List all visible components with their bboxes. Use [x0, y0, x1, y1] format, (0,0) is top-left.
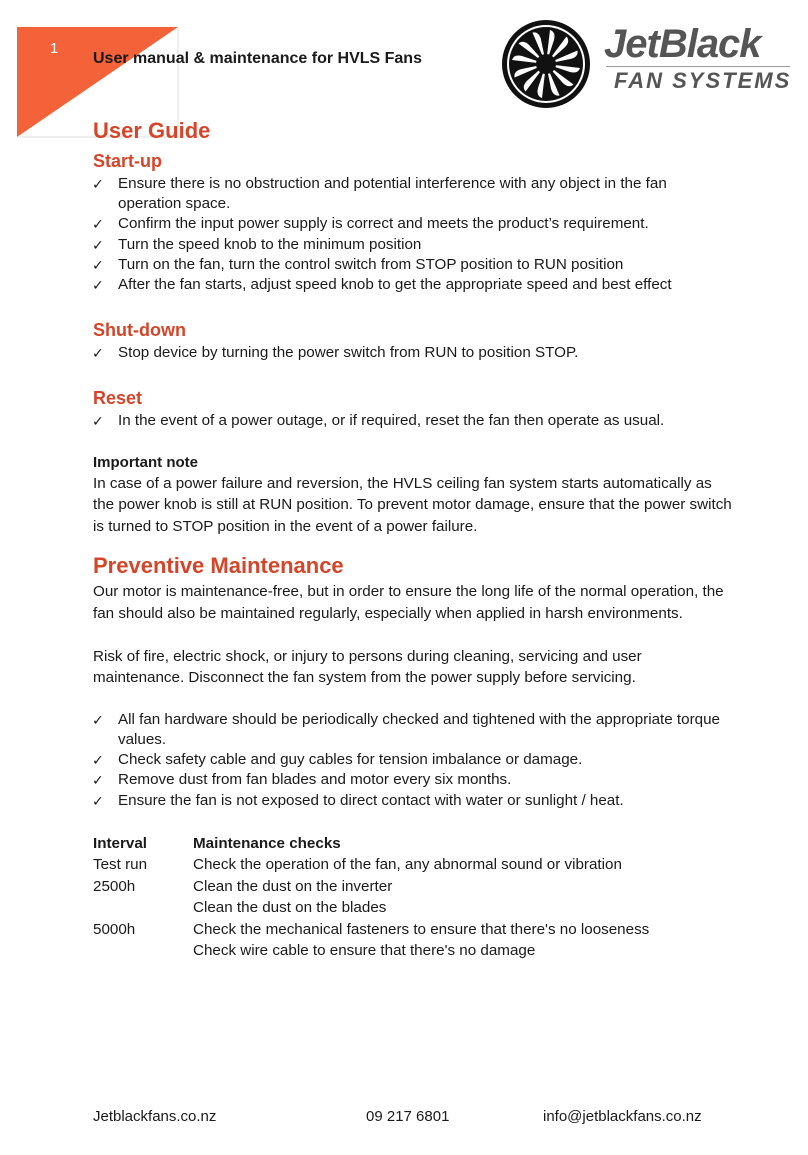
logo-tagline: FAN SYSTEMS [614, 68, 792, 93]
startup-list [93, 174, 733, 295]
table-cell: Clean the dust on the blades [193, 899, 387, 917]
shutdown-heading: Shut-down [93, 320, 186, 341]
list-item: ✓ Ensure there is no obstruction and potential interference with any object in the fan operation space. [92, 175, 667, 213]
table-row [93, 897, 649, 919]
check-icon: ✓ [92, 236, 104, 253]
list-item: ✓ Ensure the fan is not exposed to direct contact with water or sunlight / heat. [93, 791, 733, 811]
table-row [93, 940, 649, 962]
maintenance-table [93, 833, 649, 962]
table-cell: Check wire cable to ensure that there's no damage [193, 942, 536, 960]
check-icon: ✓ [92, 277, 104, 294]
table-header-row [93, 833, 649, 855]
check-icon: ✓ [92, 711, 104, 728]
list-item: ✓ In the event of a power outage, or if required, reset the fan then operate as usual. [93, 411, 733, 431]
list-item: ✓ Turn the speed knob to the minimum position [93, 235, 733, 255]
reset-heading: Reset [93, 388, 143, 409]
table-cell [93, 897, 193, 919]
list-item: ✓ All fan hardware should be periodically checked and tightened with the appropriate torque values. [92, 710, 720, 748]
document-title: User manual & maintenance for HVLS Fans [93, 50, 422, 67]
reset-list [93, 411, 733, 431]
table-cell: Check the operation of the fan, any abnormal sound or vibration [193, 856, 622, 874]
check-icon: ✓ [92, 752, 104, 769]
shutdown-list [93, 343, 733, 363]
list-item: ✓ Stop device by turning the power switch from RUN to position STOP. [93, 343, 733, 363]
list-item: ✓ Confirm the input power supply is correct and meets the product’s requirement. [93, 214, 733, 234]
interval-header: Interval [93, 834, 148, 852]
maintenance-paragraph: Our motor is maintenance-free, but in order to ensure the long life of the normal operation, the fan should also be maintained regularly, especially when applied in harsh environments. [93, 583, 724, 622]
important-note-title: Important note [93, 453, 198, 471]
table-cell: Check the mechanical fasteners to ensure that there's no looseness [193, 920, 650, 938]
maintenance-list [93, 710, 733, 811]
page-content [93, 116, 733, 962]
table-cell [93, 940, 193, 962]
check-icon: ✓ [92, 792, 104, 809]
safety-paragraph: Risk of fire, electric shock, or injury to persons during cleaning, servicing and user maintenance. Disconnect the fan system from the power supply before servicing. [93, 647, 642, 687]
page-number: 1 [50, 40, 59, 57]
check-icon: ✓ [92, 345, 104, 362]
logo-divider [606, 66, 790, 67]
preventive-maintenance-heading: Preventive Maintenance [93, 553, 344, 579]
check-icon: ✓ [92, 413, 104, 430]
check-icon: ✓ [92, 216, 104, 233]
table-cell: Clean the dust on the inverter [193, 877, 393, 895]
list-item: ✓ After the fan starts, adjust speed knob to get the appropriate speed and best effect [93, 275, 733, 295]
fan-logo-icon [500, 18, 592, 110]
table-cell: 2500h [93, 877, 136, 895]
important-note-text: In case of a power failure and reversion, the HVLS ceiling fan system starts automatically as the power knob is still at RUN position. To prevent motor damage, ensure that the power switch is turned to STOP position in the event of a power failure. [93, 474, 732, 535]
table-cell: Test run [93, 856, 148, 874]
check-icon: ✓ [92, 176, 104, 192]
logo-wordmark: JetBlack [604, 22, 761, 66]
list-item: ✓ Turn on the fan, turn the control switch from STOP position to RUN position [93, 255, 733, 275]
footer-phone[interactable]: 09 217 6801 [366, 1108, 450, 1125]
check-icon: ✓ [92, 256, 104, 273]
list-item: ✓ Remove dust from fan blades and motor every six months. [93, 770, 733, 790]
table-row [93, 854, 649, 876]
list-item: ✓ Check safety cable and guy cables for tension imbalance or damage. [93, 750, 733, 770]
table-row [93, 919, 649, 941]
user-guide-heading: User Guide [93, 118, 211, 143]
footer-email[interactable]: info@jetblackfans.co.nz [543, 1108, 702, 1125]
table-row [93, 876, 649, 898]
checks-header: Maintenance checks [193, 834, 341, 852]
startup-heading: Start-up [93, 151, 162, 171]
footer-website[interactable]: Jetblackfans.co.nz [93, 1108, 217, 1125]
table-cell: 5000h [93, 920, 136, 938]
check-icon: ✓ [92, 772, 104, 789]
